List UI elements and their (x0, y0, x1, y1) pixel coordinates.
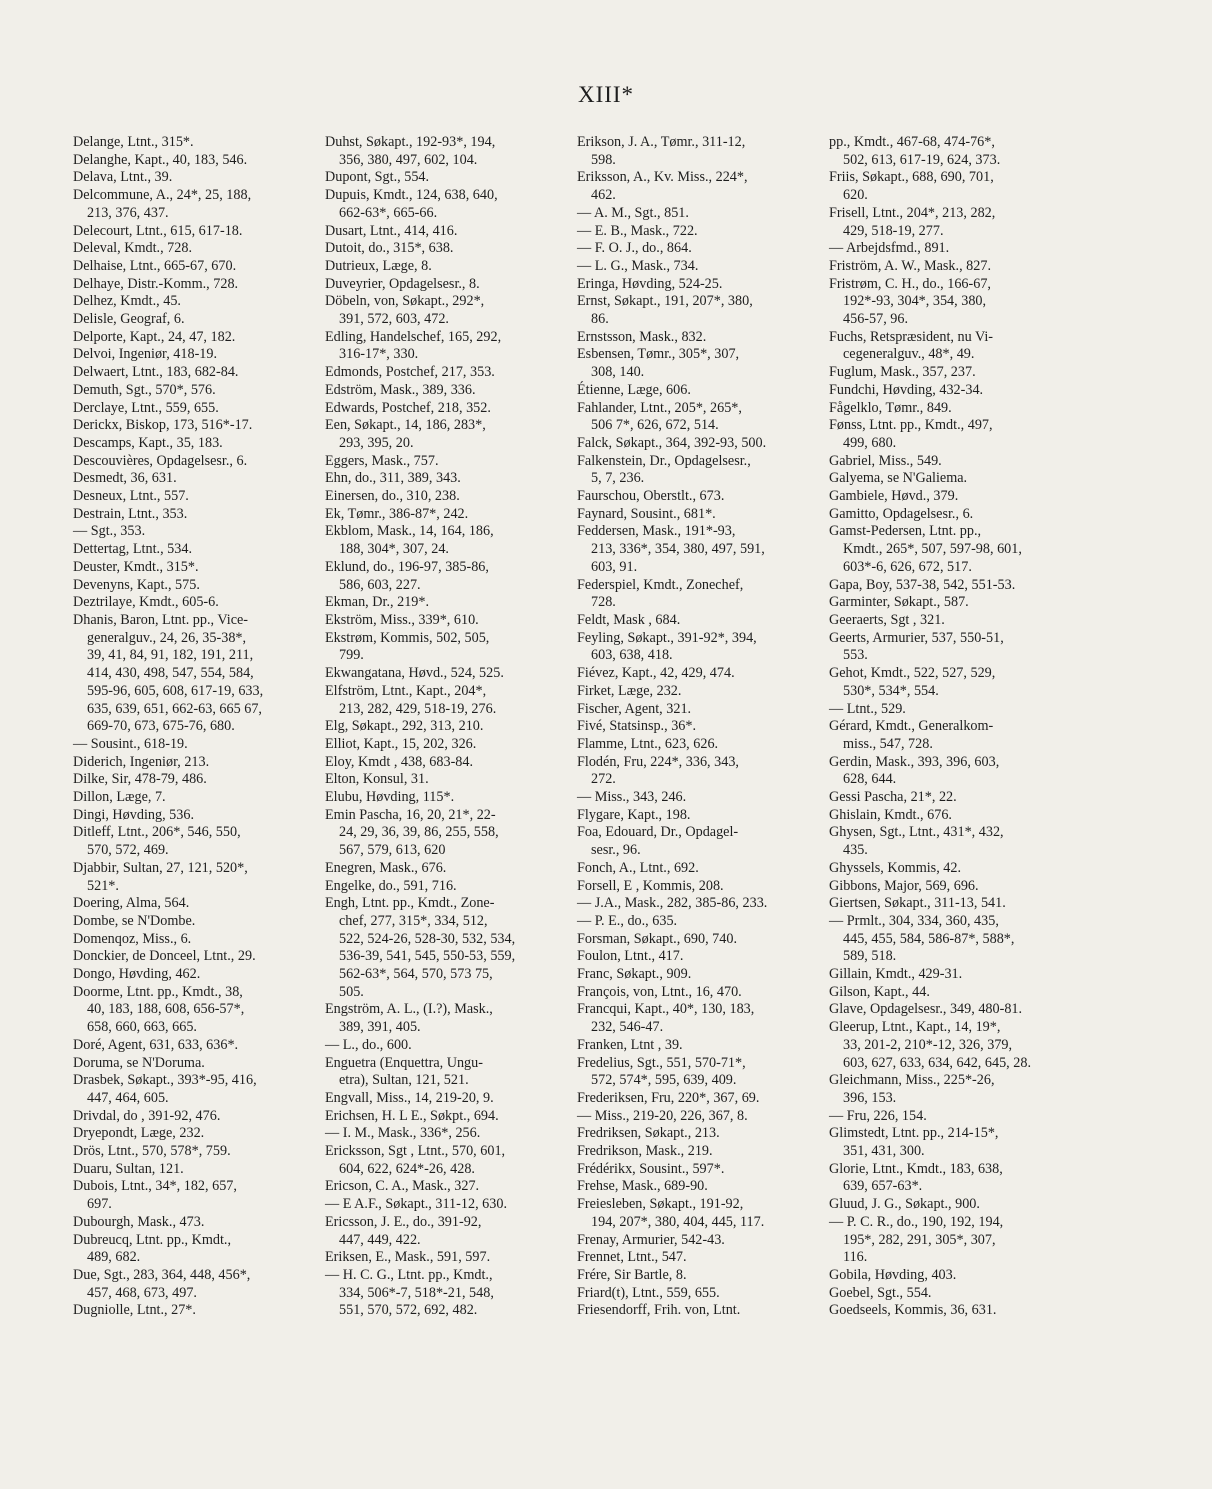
index-entry: Drasbek, Søkapt., 393*-95, 416, 447, 464, 605. (73, 1072, 257, 1106)
index-entry: Deleval, Kmdt., 728. (73, 240, 192, 257)
index-entry: Fønss, Ltnt. pp., Kmdt., 497, 499, 680. (829, 417, 993, 451)
index-entry: Ditleff, Ltnt., 206*, 546, 550, 570, 572, 469. (73, 824, 241, 859)
index-entry: François, von, Ltnt., 16, 470. (577, 983, 742, 1000)
index-entry: pp., Kmdt., 467-68, 474-76*, 502, 613, 617-19, 624, 373. (829, 134, 1001, 168)
index-entry: Ehn, do., 311, 389, 343. (325, 470, 461, 487)
index-entry: Gluud, J. G., Søkapt., 900. (829, 1196, 980, 1213)
index-entry: — A. M., Sgt., 851. (577, 204, 689, 221)
index-entry: — I. M., Mask., 336*, 256. (325, 1125, 481, 1142)
index-entry: — J.A., Mask., 282, 385-86, 233. (577, 895, 768, 912)
index-entry: Een, Søkapt., 14, 186, 283*, 293, 395, 20. (325, 417, 486, 451)
index-entry: — Prmlt., 304, 334, 360, 435, 445, 455, 584, 586-87*, 588*, 589, 518. (829, 912, 1015, 965)
index-entry: Gapa, Boy, 537-38, 542, 551-53. (829, 576, 1016, 593)
index-entry: Edwards, Postchef, 218, 352. (325, 399, 491, 416)
index-entry: Federspiel, Kmdt., Zonechef, 728. (577, 576, 744, 611)
index-entry: Galyema, se N'Galiema. (829, 470, 968, 487)
index-entry: Delhaye, Distr.-Komm., 728. (73, 275, 239, 292)
index-entry: — H. C. G., Ltnt. pp., Kmdt., 334, 506*-7, 518*-21, 548, 551, 570, 572, 692, 482. (325, 1267, 494, 1319)
index-entry: — Miss., 219-20, 226, 367, 8. (577, 1107, 748, 1124)
index-entry: Elton, Konsul, 31. (325, 771, 429, 788)
index-entry: Destrain, Ltnt., 353. (73, 505, 188, 522)
index-column-2 (325, 134, 571, 1320)
index-entry: Demuth, Sgt., 570*, 576. (73, 381, 216, 398)
index-entry: Dubreucq, Ltnt. pp., Kmdt., 489, 682. (73, 1231, 232, 1266)
index-entry: Elfström, Ltnt., Kapt., 204*, 213, 282, 429, 518-19, 276. (325, 682, 497, 717)
index-entry: Doorme, Ltnt. pp., Kmdt., 38, 40, 183, 188, 608, 656-57*, 658, 660, 663, 665. (73, 983, 245, 1036)
index-entry: Glimstedt, Ltnt. pp., 214-15*, 351, 431, 300. (829, 1125, 999, 1160)
index-entry: Diderich, Ingeniør, 213. (73, 753, 210, 770)
index-entry: Francqui, Kapt., 40*, 130, 183, 232, 546-47. (577, 1001, 755, 1036)
index-entry: Gamitto, Opdagelsesr., 6. (829, 505, 974, 522)
index-entry: Fuchs, Retspræsident, nu Vi- cegeneralguv., 48*, 49. (829, 328, 994, 363)
index-entry: — L. G., Mask., 734. (577, 257, 699, 274)
index-entry: Derclaye, Ltnt., 559, 655. (73, 399, 219, 416)
index-entry: Gibbons, Major, 569, 696. (829, 877, 979, 894)
index-entry: Engström, A. L., (I.?), Mask., 389, 391, 405. (325, 1001, 493, 1036)
index-entry: Ek, Tømr., 386-87*, 242. (325, 505, 469, 522)
index-entry: Ericson, C. A., Mask., 327. (325, 1178, 480, 1195)
index-entry: Fredelius, Sgt., 551, 570-71*, 572, 574*, 595, 639, 409. (577, 1054, 746, 1089)
index-entry: Falkenstein, Dr., Opdagelsesr., 5, 7, 236. (577, 452, 751, 487)
index-entry: Due, Sgt., 283, 364, 448, 456*, 457, 468, 673, 497. (73, 1267, 251, 1301)
index-entry: — E. B., Mask., 722. (577, 222, 698, 239)
index-entry: Dilke, Sir, 478-79, 486. (73, 771, 207, 788)
index-entry: Faynard, Sousint., 681*. (577, 505, 716, 522)
index-entry: Delecourt, Ltnt., 615, 617-18. (73, 222, 243, 239)
index-entry: Doering, Alma, 564. (73, 895, 190, 912)
index-entry: Ekström, Miss., 339*, 610. (325, 611, 479, 628)
index-entry: Dugniolle, Ltnt., 27*. (73, 1302, 196, 1319)
index-entry: Ekblom, Mask., 14, 164, 186, 188, 304*, 307, 24. (325, 523, 494, 558)
index-entry: — Sousint., 618-19. (73, 735, 188, 752)
index-entry: Domenqoz, Miss., 6. (73, 930, 192, 947)
index-entry: Dupont, Sgt., 554. (325, 169, 430, 186)
index-entry: Frehse, Mask., 689-90. (577, 1178, 708, 1195)
index-entry: Fonch, A., Ltnt., 692. (577, 859, 699, 876)
index-entry: Flamme, Ltnt., 623, 626. (577, 735, 719, 752)
index-entry: Erikson, J. A., Tømr., 311-12, 598. (577, 134, 746, 168)
index-column-3 (577, 134, 823, 1320)
index-entry: Gilson, Kapt., 44. (829, 983, 930, 1000)
index-entry: Ericksson, Sgt , Ltnt., 570, 601, 604, 622, 624*-26, 428. (325, 1143, 506, 1177)
index-entry: Döbeln, von, Søkapt., 292*, 391, 572, 603, 472. (325, 293, 485, 328)
index-entry: Dutoit, do., 315*, 638. (325, 240, 454, 257)
index-entry: Fivé, Statsinsp., 36*. (577, 718, 697, 735)
index-entry: Ernst, Søkapt., 191, 207*, 380, 86. (577, 293, 753, 328)
index-entry: Donckier, de Donceel, Ltnt., 29. (73, 948, 256, 965)
index-entry: Descouvières, Opdagelsesr., 6. (73, 452, 248, 469)
index-entry: Duveyrier, Opdagelsesr., 8. (325, 275, 480, 292)
index-entry: Ericsson, J. E., do., 391-92, 447, 449, 422. (325, 1213, 482, 1248)
index-entry: Engh, Ltnt. pp., Kmdt., Zone- chef, 277, 315*, 334, 512, 522, 524-26, 528-30, 532, 534, 536-39, 541, 545, 550-53, 559, 562-63*, 564, 570, 573 75, 505. (325, 895, 516, 1000)
index-entry: Deztrilaye, Kmdt., 605-6. (73, 594, 219, 611)
index-entry: Eggers, Mask., 757. (325, 452, 439, 469)
index-entry: Eringa, Høvding, 524-25. (577, 275, 723, 292)
index-entry: Feyling, Søkapt., 391-92*, 394, 603, 638, 418. (577, 629, 757, 664)
index-entry: Friis, Søkapt., 688, 690, 701, 620. (829, 169, 994, 204)
index-entry: Erichsen, H. L E., Søkpt., 694. (325, 1107, 499, 1124)
index-entry: Dongo, Høvding, 462. (73, 966, 201, 983)
index-entry: Gillain, Kmdt., 429-31. (829, 966, 963, 983)
index-entry: — Miss., 343, 246. (577, 789, 687, 806)
index-entry: Delanghe, Kapt., 40, 183, 546. (73, 151, 248, 168)
index-entry: Feldt, Mask , 684. (577, 611, 681, 628)
index-entry: Eklund, do., 196-97, 385-86, 586, 603, 227. (325, 558, 489, 593)
index-entry: Delange, Ltnt., 315*. (73, 134, 194, 150)
index-entry: Einersen, do., 310, 238. (325, 488, 460, 505)
index-entry: Fredriksen, Søkapt., 213. (577, 1125, 720, 1142)
index-entry: Falck, Søkapt., 364, 392-93, 500. (577, 434, 767, 451)
index-entry: Eriksen, E., Mask., 591, 597. (325, 1249, 491, 1266)
index-entry: Dillon, Læge, 7. (73, 789, 166, 806)
index-entry: — Fru, 226, 154. (829, 1107, 927, 1124)
index-entry: Dettertag, Ltnt., 534. (73, 541, 192, 558)
index-entry: Delwaert, Ltnt., 183, 682-84. (73, 364, 239, 381)
index-entry: Gambiele, Høvd., 379. (829, 488, 959, 505)
index-entry: Gleerup, Ltnt., Kapt., 14, 19*, 33, 201-2, 210*-12, 326, 379, 603, 627, 633, 634, 642, 645, 28. (829, 1019, 1031, 1071)
index-entry: Fuglum, Mask., 357, 237. (829, 364, 976, 381)
index-entry: Gehot, Kmdt., 522, 527, 529, 530*, 534*, 554. (829, 665, 996, 699)
index-entry: — Sgt., 353. (73, 523, 146, 540)
index-entry: Fahlander, Ltnt., 205*, 265*, 506 7*, 626, 672, 514. (577, 399, 742, 434)
index-entry: Delcommune, A., 24*, 25, 188, 213, 376, 437. (73, 187, 252, 221)
index-entry: Firket, Læge, 232. (577, 682, 682, 699)
index-entry: Eriksson, A., Kv. Miss., 224*, 462. (577, 169, 748, 204)
index-entry: Goebel, Sgt., 554. (829, 1284, 932, 1301)
index-entry: Gerdin, Mask., 393, 396, 603, 628, 644. (829, 753, 1000, 788)
index-entry: Forsman, Søkapt., 690, 740. (577, 930, 738, 947)
index-entry: Foulon, Ltnt., 417. (577, 948, 684, 965)
index-entry: Dryepondt, Læge, 232. (73, 1125, 205, 1142)
index-entry: Fischer, Agent, 321. (577, 700, 692, 717)
index-entry: Duhst, Søkapt., 192-93*, 194, 356, 380, 497, 602, 104. (325, 134, 496, 168)
index-entry: Doré, Agent, 631, 633, 636*. (73, 1036, 239, 1053)
index-entry: Geeraerts, Sgt , 321. (829, 611, 945, 628)
index-entry: Devenyns, Kapt., 575. (73, 576, 200, 593)
index-entry: Gleichmann, Miss., 225*-26, 396, 153. (829, 1072, 995, 1106)
index-entry: Duaru, Sultan, 121. (73, 1160, 184, 1177)
index-entry: Ernstsson, Mask., 832. (577, 328, 707, 345)
index-entry: Friesendorff, Frih. von, Ltnt. (577, 1302, 741, 1319)
index-entry: Gessi Pascha, 21*, 22. (829, 789, 957, 806)
index-entry: Desmedt, 36, 631. (73, 470, 177, 487)
index-entry: Enegren, Mask., 676. (325, 859, 447, 876)
index-entry: Giertsen, Søkapt., 311-13, 541. (829, 895, 1006, 912)
index-entry: Friard(t), Ltnt., 559, 655. (577, 1284, 720, 1301)
index-entry: Delhaise, Ltnt., 665-67, 670. (73, 257, 237, 274)
index-entry: Desneux, Ltnt., 557. (73, 488, 189, 505)
index-entry: Delava, Ltnt., 39. (73, 169, 173, 186)
page-number: XIII* (577, 82, 635, 107)
index-entry: — P. E., do., 635. (577, 912, 678, 929)
index-entry: Forsell, E , Kommis, 208. (577, 877, 724, 894)
index-entry: — F. O. J., do., 864. (577, 240, 692, 257)
index-entry: Dombe, se N'Dombe. (73, 912, 196, 929)
index-entry: Fristrøm, C. H., do., 166-67, 192*-93, 304*, 354, 380, 456-57, 96. (829, 275, 991, 328)
index-entry: Frisell, Ltnt., 204*, 213, 282, 429, 518-19, 277. (829, 204, 996, 239)
index-entry: Gérard, Kmdt., Generalkom- miss., 547, 728. (829, 718, 994, 752)
index-entry: Ghislain, Kmdt., 676. (829, 806, 952, 823)
index-entry: — Ltnt., 529. (829, 700, 906, 717)
index-entry: Ghysen, Sgt., Ltnt., 431*, 432, 435. (829, 824, 1004, 859)
index-entry: Garminter, Søkapt., 587. (829, 594, 969, 611)
index-column-4 (829, 134, 1075, 1320)
index-entry: Doruma, se N'Doruma. (73, 1054, 205, 1071)
index-entry: Ekstrøm, Kommis, 502, 505, 799. (325, 629, 490, 664)
index-entry: Elg, Søkapt., 292, 313, 210. (325, 718, 484, 735)
index-entry: Dubourgh, Mask., 473. (73, 1213, 205, 1230)
index-entry: Edström, Mask., 389, 336. (325, 381, 476, 398)
index-entry: Gabriel, Miss., 549. (829, 452, 942, 469)
index-entry: Eloy, Kmdt , 438, 683-84. (325, 753, 474, 770)
index-entry: Fiévez, Kapt., 42, 429, 474. (577, 665, 735, 682)
index-entry: — Arbejdsfmd., 891. (829, 240, 950, 257)
index-entry: Engvall, Miss., 14, 219-20, 9. (325, 1089, 494, 1106)
index-entry: Frennet, Ltnt., 547. (577, 1249, 687, 1266)
index-entry: — P. C. R., do., 190, 192, 194, 195*, 282, 291, 305*, 307, 116. (829, 1213, 1004, 1266)
index-entry: Drivdal, do , 391-92, 476. (73, 1107, 221, 1124)
index-entry: Esbensen, Tømr., 305*, 307, 308, 140. (577, 346, 740, 381)
index-entry: Ekman, Dr., 219*. (325, 594, 430, 611)
index-entry: Freiesleben, Søkapt., 191-92, 194, 207*, 380, 404, 445, 117. (577, 1196, 765, 1230)
index-entry: Delhez, Kmdt., 45. (73, 293, 181, 310)
index-entry: Elliot, Kapt., 15, 202, 326. (325, 735, 477, 752)
index-entry: Glorie, Ltnt., Kmdt., 183, 638, 639, 657-63*. (829, 1160, 1003, 1195)
index-entry: Ghyssels, Kommis, 42. (829, 859, 962, 876)
index-entry: Djabbir, Sultan, 27, 121, 520*, 521*. (73, 859, 248, 894)
index-entry: Enguetra (Enquettra, Ungu- etra), Sultan, 121, 521. (325, 1054, 483, 1089)
index-entry: Goedseels, Kommis, 36, 631. (829, 1302, 997, 1319)
index-entry: Fredrikson, Mask., 219. (577, 1143, 713, 1160)
index-entry: Fågelklo, Tømr., 849. (829, 399, 952, 416)
index-entry: Dusart, Ltnt., 414, 416. (325, 222, 458, 239)
index-entry: Edmonds, Postchef, 217, 353. (325, 364, 495, 381)
index-entry: Dutrieux, Læge, 8. (325, 257, 432, 274)
index-entry: Delisle, Geograf, 6. (73, 311, 185, 328)
index-entry: Flygare, Kapt., 198. (577, 806, 691, 823)
index-entry: — L., do., 600. (325, 1036, 412, 1053)
index-entry: Frederiksen, Fru, 220*, 367, 69. (577, 1089, 760, 1106)
index-entry: Delporte, Kapt., 24, 47, 182. (73, 328, 236, 345)
index-entry: Franken, Ltnt , 39. (577, 1036, 683, 1053)
index-entry: Frére, Sir Bartle, 8. (577, 1267, 687, 1283)
index-entry: Deuster, Kmdt., 315*. (73, 558, 199, 575)
index-entry: Frenay, Armurier, 542-43. (577, 1231, 725, 1248)
index-entry: Geerts, Armurier, 537, 550-51, 553. (829, 629, 1004, 664)
index-column-1 (73, 134, 319, 1320)
index-entry: Emin Pascha, 16, 20, 21*, 22- 24, 29, 36, 39, 86, 255, 558, 567, 579, 613, 620 (325, 806, 499, 859)
index-entry: Feddersen, Mask., 191*-93, 213, 336*, 354, 380, 497, 591, 603, 91. (577, 523, 765, 575)
index-entry: Étienne, Læge, 606. (577, 381, 691, 398)
index-entry: Glave, Opdagelsesr., 349, 480-81. (829, 1001, 1023, 1018)
index-entry: Ekwangatana, Høvd., 524, 525. (325, 665, 504, 682)
index-entry: Foa, Edouard, Dr., Opdagel- sesr., 96. (577, 824, 739, 859)
index-columns (73, 134, 1083, 1434)
index-entry: Dubois, Ltnt., 34*, 182, 657, 697. (73, 1178, 237, 1213)
index-entry: Edling, Handelschef, 165, 292, 316-17*, 330. (325, 328, 502, 363)
index-entry: Faurschou, Oberstlt., 673. (577, 488, 725, 505)
index-entry: Derickx, Biskop, 173, 516*-17. (73, 417, 253, 434)
index-entry: Gamst-Pedersen, Ltnt. pp., Kmdt., 265*, 507, 597-98, 601, 603*-6, 626, 672, 517. (829, 523, 1022, 575)
index-entry: Flodén, Fru, 224*, 336, 343, 272. (577, 753, 739, 788)
index-entry: Dingi, Høvding, 536. (73, 806, 194, 823)
index-entry: Fundchi, Høvding, 432-34. (829, 381, 984, 398)
index-entry: Friström, A. W., Mask., 827. (829, 257, 991, 274)
index-entry: Descamps, Kapt., 35, 183. (73, 434, 223, 451)
index-entry: Drös, Ltnt., 570, 578*, 759. (73, 1143, 231, 1160)
index-entry: Engelke, do., 591, 716. (325, 877, 457, 894)
index-entry: Frédérikx, Sousint., 597*. (577, 1160, 725, 1177)
index-entry: Gobila, Høvding, 403. (829, 1267, 957, 1283)
index-entry: Dupuis, Kmdt., 124, 638, 640, 662-63*, 665-66. (325, 187, 498, 221)
index-entry: — E A.F., Søkapt., 311-12, 630. (325, 1196, 507, 1213)
index-entry: Elubu, Høvding, 115*. (325, 789, 455, 806)
index-entry: Franc, Søkapt., 909. (577, 966, 692, 983)
index-entry: Dhanis, Baron, Ltnt. pp., Vice- generalguv., 24, 26, 35-38*, 39, 41, 84, 91, 182, 191, 211, 414, 430, 498, 547, 554, 584, 595-96, 605, 608, 617-19, 633, 635, 639, 651, 662-63, 665 67, 669-70, 673, 675-76, 680. (73, 611, 264, 735)
index-entry: Delvoi, Ingeniør, 418-19. (73, 346, 218, 363)
